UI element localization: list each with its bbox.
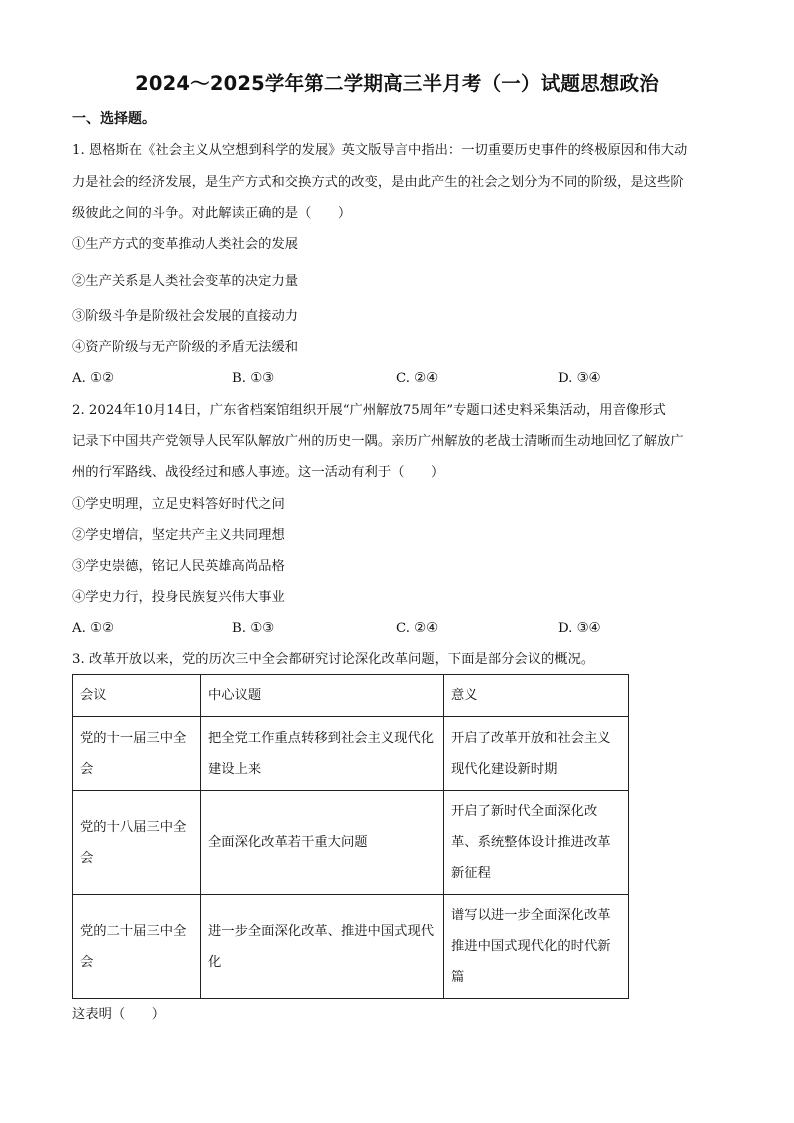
- table-cell: 开启了改革开放和社会主义现代化建设新时期: [444, 717, 629, 791]
- q1-option-a: A. ①②: [72, 371, 114, 386]
- table-header-cell: 会议: [73, 675, 201, 717]
- table-row: [73, 791, 629, 895]
- q1-stem-line: 力是社会的经济发展，是生产方式和交换方式的改变，是由此产生的社会之划分为不同的阶级，是这些阶: [72, 175, 684, 190]
- table-cell: 谱写以进一步全面深化改革推进中国式现代化的时代新篇: [444, 895, 629, 999]
- q1-option-c: C. ②④: [396, 371, 438, 386]
- q1-option-d: D. ③④: [558, 371, 601, 386]
- table-cell: 党的二十届三中全会: [73, 895, 201, 999]
- q1-stem-line: 1. 恩格斯在《社会主义从空想到科学的发展》英文版导言中指出：一切重要历史事件的终极原因和伟大动: [72, 143, 688, 158]
- section-heading: 一、选择题。: [72, 111, 156, 127]
- q1-item: ③阶级斗争是阶级社会发展的直接动力: [72, 309, 299, 324]
- table-cell: 党的十八届三中全会: [73, 791, 201, 895]
- table-cell: 进一步全面深化改革、推进中国式现代化: [201, 895, 444, 999]
- q2-stem-line: 州的行军路线、战役经过和感人事迹。这一活动有利于（ ）: [72, 465, 445, 480]
- table-header-row: [73, 675, 629, 717]
- q2-option-c: C. ②④: [396, 621, 438, 636]
- q1-stem-line: 级彼此之间的斗争。对此解读正确的是（ ）: [72, 206, 352, 221]
- q1-item: ①生产方式的变革推动人类社会的发展: [72, 237, 299, 252]
- exam-title: 2024～2025学年第二学期高三半月考（一）试题思想政治: [135, 72, 659, 95]
- q2-option-a: A. ①②: [72, 621, 114, 636]
- q3-table: [72, 674, 629, 999]
- table-header-cell: 意义: [444, 675, 629, 717]
- q2-option-d: D. ③④: [558, 621, 601, 636]
- q2-stem-line: 2. 2024年10月14日，广东省档案馆组织开展“广州解放75周年”专题口述史料采集活动，用音像形式: [72, 403, 666, 418]
- q3-tail: 这表明（ ）: [72, 1007, 166, 1022]
- table-cell: 全面深化改革若干重大问题: [201, 791, 444, 895]
- q2-item: ②学史增信，坚定共产主义共同理想: [72, 528, 285, 543]
- q1-item: ④资产阶级与无产阶级的矛盾无法缓和: [72, 340, 299, 355]
- table-cell: 把全党工作重点转移到社会主义现代化建设上来: [201, 717, 444, 791]
- q2-item: ③学史崇德，铭记人民英雄高尚品格: [72, 559, 285, 574]
- table-cell: 党的十一届三中全会: [73, 717, 201, 791]
- q2-stem-line: 记录下中国共产党领导人民军队解放广州的历史一隅。亲历广州解放的老战士清晰而生动地回忆了解放广: [72, 434, 684, 449]
- table-cell: 开启了新时代全面深化改革、系统整体设计推进改革新征程: [444, 791, 629, 895]
- table-row: [73, 895, 629, 999]
- table-header-cell: 中心议题: [201, 675, 444, 717]
- table-row: [73, 717, 629, 791]
- q2-option-b: B. ①③: [232, 621, 275, 636]
- q1-option-b: B. ①③: [232, 371, 275, 386]
- q3-stem: 3. 改革开放以来，党的历次三中全会都研究讨论深化改革问题，下面是部分会议的概况。: [72, 652, 595, 667]
- q1-item: ②生产关系是人类社会变革的决定力量: [72, 274, 299, 289]
- q2-item: ①学史明理，立足史料答好时代之问: [72, 497, 285, 512]
- q2-item: ④学史力行，投身民族复兴伟大事业: [72, 590, 285, 605]
